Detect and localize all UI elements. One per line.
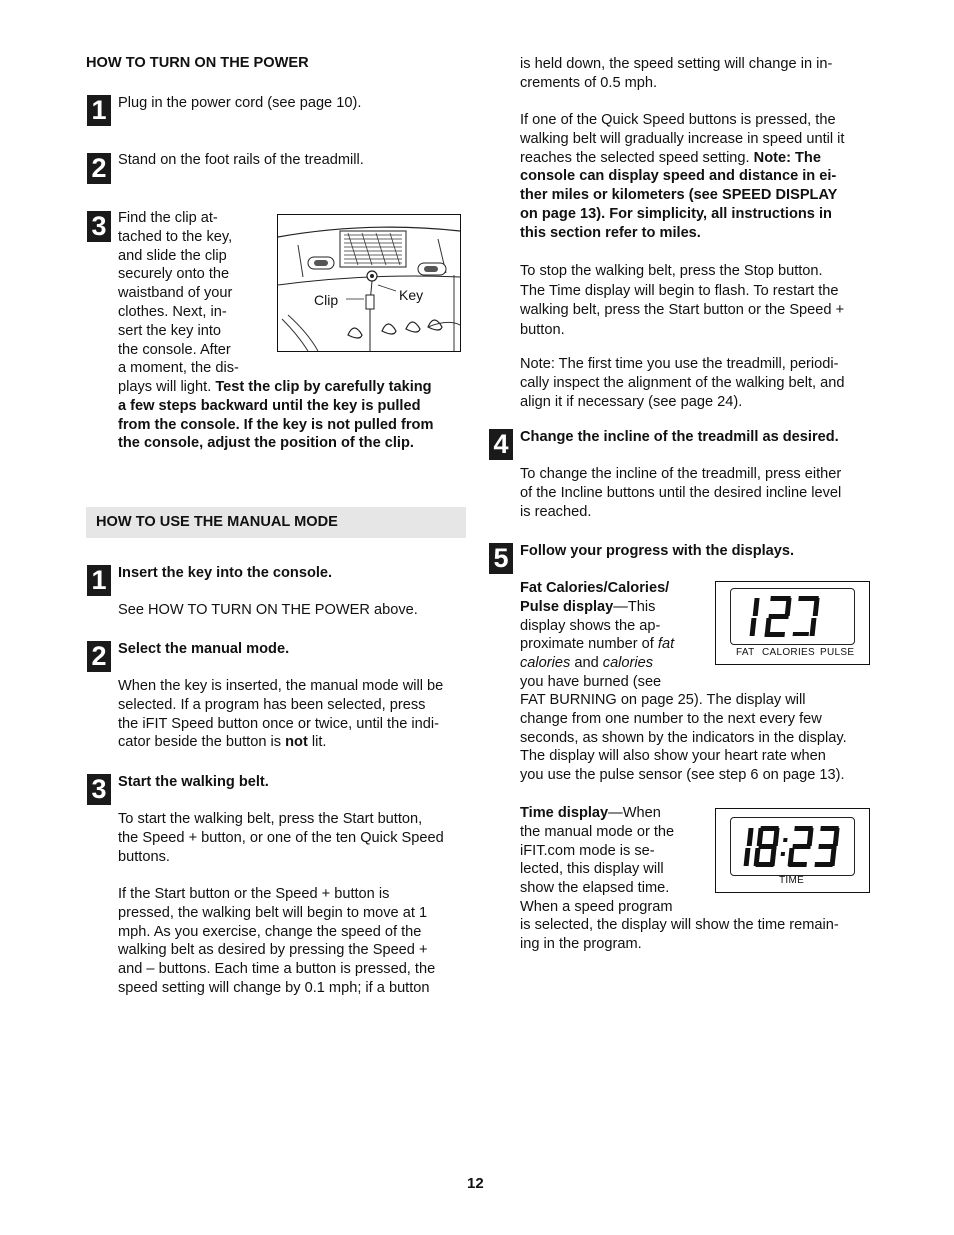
clip-label: Clip — [314, 292, 339, 308]
manual-step-3-title: Start the walking belt. — [118, 774, 269, 790]
quick-speed-paragraph: If one of the Quick Speed buttons is pressed, the walking belt will gradually increase in speed until it reaches the selected speed setting. Note: The console can display speed and distance in ei- ther miles or kilometers (see SPEED DISPLAY on page 13). For simplicity, all instructions in this section refer to miles. — [520, 112, 845, 241]
step-number-5: 5 — [489, 543, 513, 574]
text-line: a moment, the dis- — [118, 360, 239, 377]
text-line: tached to the key, — [118, 228, 233, 245]
console-illustration — [278, 215, 460, 351]
fat-calories-tail: FAT BURNING on page 25). The display will change from one number to the next every few seconds, as shown by the indicators in the display. The display will also show your heart rate when you use the pulse sensor (see step 6 on page 13). — [520, 692, 847, 784]
text-line: waistband of your — [118, 285, 233, 302]
continued-text: is held down, the speed setting will change in in- crements of 0.5 mph. — [520, 56, 833, 91]
manual-step-2-title: Select the manual mode. — [118, 641, 290, 657]
fat-calories-display-figure — [715, 581, 870, 665]
step-number-2: 2 — [87, 641, 111, 672]
power-step-3-text — [118, 209, 268, 378]
manual-step-1-title: Insert the key into the console. — [118, 565, 333, 581]
time-display-figure — [715, 808, 870, 893]
time-display-tail: is selected, the display will show the time remain- ing in the program. — [520, 917, 839, 952]
lcd-screen — [730, 588, 855, 645]
fat-calories-description: Fat Calories/Calories/ Pulse display—This display shows the ap- proximate number of fat calories and calories you have burned (see — [520, 580, 675, 690]
step-4-title: Change the incline of the treadmill as desired. — [520, 429, 839, 445]
power-step-3-tail: plays will light. Test the clip by carefully taking a few steps backward until the key is pulled from the console. If the key is not pulled from the console, adjust the position of the clip. — [118, 379, 434, 452]
console-clip-figure — [277, 214, 461, 352]
manual-mode-heading-bar — [86, 507, 466, 538]
lcd-label-pulse: PULSE — [820, 647, 855, 658]
text-line: the console. After — [118, 341, 231, 358]
lcd-screen — [730, 817, 855, 876]
text-line: clothes. Next, in- — [118, 303, 227, 320]
step-number-4: 4 — [489, 429, 513, 460]
lcd-digits-127 — [741, 594, 845, 640]
manual-step-3-para2: If the Start button or the Speed + button is pressed, the walking belt will begin to move at 1 mph. As you exercise, change the speed of the walking belt as desired by pressing the Speed + and – buttons. Each time a button is pressed, the speed setting will change by 0.1 mph; if a button — [118, 886, 436, 996]
page-number: 12 — [467, 1175, 484, 1192]
text-line: sert the key into — [118, 322, 222, 339]
lcd-digits-1823 — [739, 824, 847, 870]
text-line: Find the clip at- — [118, 210, 218, 226]
text-line: securely onto the — [118, 266, 230, 283]
step-5-title: Follow your progress with the displays. — [520, 543, 795, 559]
step-number-3: 3 — [87, 211, 111, 242]
power-heading: HOW TO TURN ON THE POWER — [86, 55, 309, 71]
step-number-2: 2 — [87, 153, 111, 184]
power-step-2-text: Stand on the foot rails of the treadmill. — [118, 152, 364, 168]
step-4-body: To change the incline of the treadmill, press either of the Incline buttons until the desired incline level is reached. — [520, 466, 842, 520]
note-paragraph: Note: The first time you use the treadmill, periodi- cally inspect the alignment of the walking belt, and align it if necessary (see page 24). — [520, 356, 845, 410]
power-step-1-text: Plug in the power cord (see page 10). — [118, 95, 362, 111]
lcd-label-time: TIME — [779, 875, 805, 886]
key-label: Key — [399, 287, 424, 303]
step-number-1: 1 — [87, 95, 111, 126]
manual-step-2-body: When the key is inserted, the manual mode will be selected. If a program has been selected, press the iFIT Speed button once or twice, until the indi- cator beside the button is not lit. — [118, 678, 444, 751]
lcd-label-fat: FAT — [736, 647, 755, 658]
manual-step-1-body: See HOW TO TURN ON THE POWER above. — [118, 602, 418, 618]
time-display-description: Time display—When the manual mode or the iFIT.com mode is se- lected, this display will show the elapsed time. When a speed program — [520, 805, 675, 915]
lcd-label-calories: CALORIES — [762, 647, 815, 658]
step-number-1: 1 — [87, 565, 111, 596]
text-line: and slide the clip — [118, 247, 227, 264]
manual-mode-heading: HOW TO USE THE MANUAL MODE — [96, 514, 338, 530]
manual-step-3-para1: To start the walking belt, press the Start button, the Speed + button, or one of the ten Quick Speed buttons. — [118, 811, 444, 865]
stop-belt-paragraph: To stop the walking belt, press the Stop button. The Time display will begin to flash. To restart the walking belt, press the Start button or the Speed + button. — [520, 263, 845, 338]
step-number-3: 3 — [87, 774, 111, 805]
